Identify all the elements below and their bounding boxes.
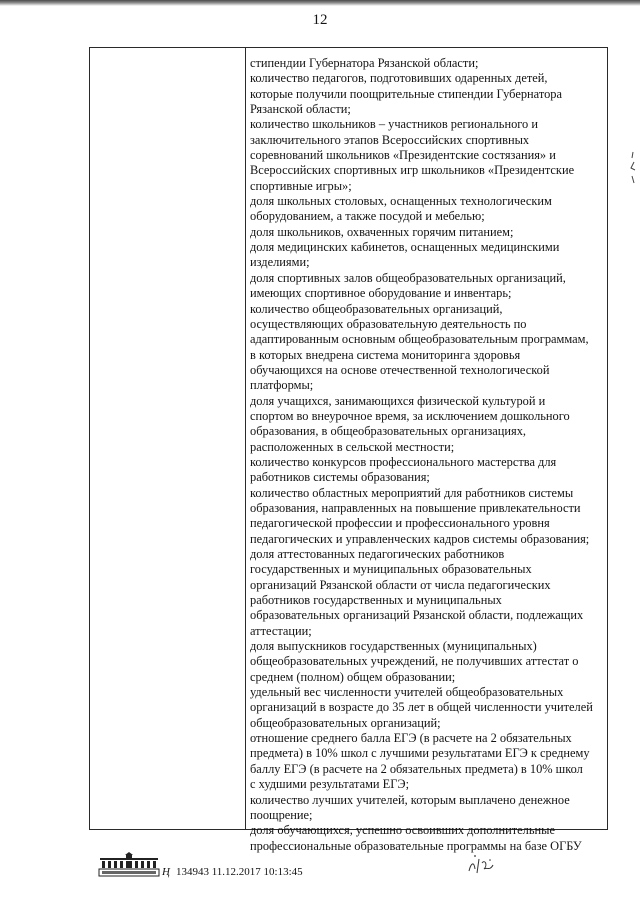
text-line: количество конкурсов профессионального мастерства для bbox=[250, 454, 557, 469]
text-line: в которых внедрена система мониторинга здоровья bbox=[250, 347, 521, 362]
text-line: организаций Рязанской области от числа педагогических bbox=[250, 577, 551, 592]
text-line: предмета) в 10% школ с лучшими результатами ЕГЭ к среднему bbox=[250, 746, 590, 761]
stamp-text: 134943 11.12.2017 10:13:45 bbox=[175, 866, 303, 878]
registration-stamp bbox=[162, 866, 303, 878]
text-line: отношение среднего балла ЕГЭ (в расчете на 2 обязательных bbox=[250, 731, 572, 746]
text-line: спортивные игры»; bbox=[250, 178, 352, 193]
text-line: соревнований школьников «Президентские состязания» и bbox=[250, 148, 556, 163]
text-line: Рязанской области; bbox=[250, 102, 351, 117]
text-line: общеобразовательных организаций; bbox=[250, 715, 441, 730]
scan-noise-mark bbox=[628, 150, 638, 190]
text-line: организаций в возрасте до 35 лет в общей численности учителей bbox=[250, 700, 593, 715]
text-line: платформы; bbox=[250, 378, 314, 393]
text-line: доля обучающихся, успешно освоивших дополнительные bbox=[250, 823, 555, 838]
text-line: имеющих спортивное оборудование и инвентарь; bbox=[250, 286, 512, 301]
text-line: стипендии Губернатора Рязанской области; bbox=[250, 56, 479, 70]
text-line: доля школьников, охваченных горячим питанием; bbox=[250, 224, 514, 239]
text-line: адаптированным основным общеобразовательным программам, bbox=[250, 332, 589, 347]
text-line: доля спортивных залов общеобразовательных организаций, bbox=[250, 270, 566, 285]
text-line: расположенных в сельской местности; bbox=[250, 439, 455, 454]
text-line: образования, направленных на повышение привлекательности bbox=[250, 500, 581, 515]
text-line: доля выпускников государственных (муниципальных) bbox=[250, 639, 537, 654]
text-line: количество лучших учителей, которым выплачено денежное bbox=[250, 792, 570, 807]
text-line: доля учащихся, занимающихся физической культурой и bbox=[250, 393, 546, 408]
text-line: работников системы образования; bbox=[250, 470, 430, 485]
text-line: с худшими результатами ЕГЭ; bbox=[250, 777, 410, 792]
text-line: Всероссийских спортивных игр школьников «Президентские bbox=[250, 163, 575, 178]
text-line: осуществляющих образовательную деятельность по bbox=[250, 316, 527, 331]
text-line: спортом во внеурочное время, за исключением дошкольного bbox=[250, 408, 570, 423]
text-line: доля школьных столовых, оснащенных технологическим bbox=[250, 194, 552, 209]
table-column-divider bbox=[245, 48, 246, 829]
text-line: педагогической профессии и профессионального уровня bbox=[250, 516, 550, 531]
text-line: государственных и муниципальных образовательных bbox=[250, 562, 532, 577]
text-line: баллу ЕГЭ (в расчете на 2 обязательных предмета) в 10% школ bbox=[250, 761, 583, 776]
indicators-cell bbox=[250, 56, 604, 854]
scan-edge-shadow bbox=[0, 0, 640, 6]
text-line: образовательных организаций Рязанской области, подлежащих bbox=[250, 608, 584, 623]
text-line: профессиональные образовательные программы на базе ОГБУ bbox=[250, 838, 582, 853]
text-line: которые получили поощрительные стипендии Губернатора bbox=[250, 86, 562, 101]
text-line: педагогических и управленческих кадров системы образования; bbox=[250, 531, 590, 546]
text-line: доля аттестованных педагогических работников bbox=[250, 547, 505, 561]
text-line: количество общеобразовательных организаций, bbox=[250, 301, 503, 316]
text-line: работников государственных и муниципальных bbox=[250, 593, 502, 608]
text-line: образования, в общеобразовательных организациях, bbox=[250, 424, 526, 439]
handwritten-mark bbox=[466, 851, 498, 877]
text-line: аттестации; bbox=[250, 623, 312, 638]
document-table bbox=[89, 47, 608, 853]
text-line: среднем (полном) общем образовании; bbox=[250, 669, 456, 684]
stamp-symbol: Ң bbox=[162, 866, 170, 878]
text-line: количество областных мероприятий для работников системы bbox=[250, 485, 574, 500]
text-line: заключительного этапов Всероссийских спортивных bbox=[250, 132, 530, 147]
text-line: общеобразовательных учреждений, не получивших аттестат о bbox=[250, 654, 579, 669]
government-building-logo-icon bbox=[98, 851, 160, 877]
text-line: обучающихся на основе отечественной технологической bbox=[250, 362, 550, 377]
text-line: изделиями; bbox=[250, 255, 310, 270]
text-line: количество школьников – участников регионального и bbox=[250, 117, 538, 132]
text-line: количество педагогов, подготовивших одаренных детей, bbox=[250, 71, 548, 86]
text-line: поощрение; bbox=[250, 807, 313, 822]
page-number: 12 bbox=[312, 12, 328, 28]
text-line: удельный вес численности учителей общеобразовательных bbox=[250, 685, 564, 700]
text-line: доля медицинских кабинетов, оснащенных медицинскими bbox=[250, 240, 560, 255]
text-line: оборудованием, а также посудой и мебелью; bbox=[250, 209, 485, 224]
